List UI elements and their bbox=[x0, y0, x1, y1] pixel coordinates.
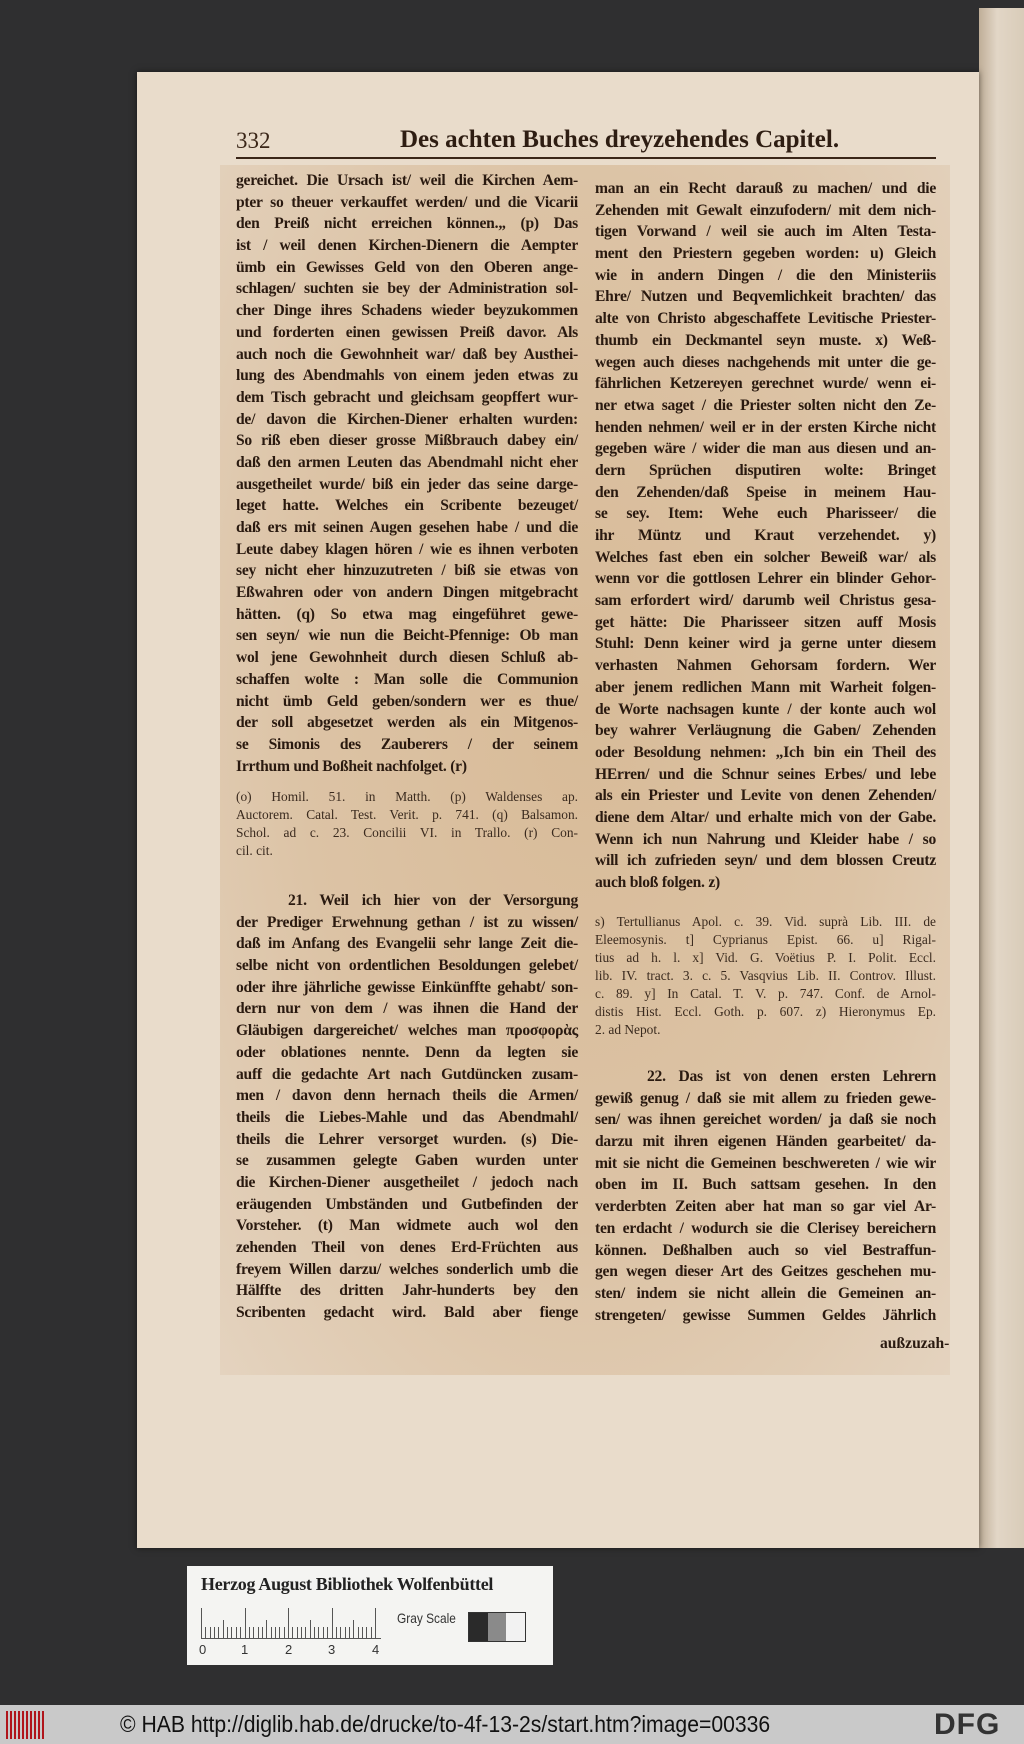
left-column-text bbox=[236, 170, 578, 777]
text-line: als ein Priester und Levite von denen Zehenden/ bbox=[595, 787, 936, 805]
text-line: oben im II. Buch sattsam gesehen. In den bbox=[595, 1176, 936, 1194]
ruler-tick bbox=[358, 1627, 359, 1638]
text-line: ümb ein Gewisses Geld von den Oberen ange- bbox=[236, 258, 578, 276]
library-name: Herzog August Bibliothek Wolfenbüttel bbox=[201, 1574, 494, 1594]
footnote-line: Eleemosynis. t] Cyprianus Epist. 66. u] Rigal- bbox=[595, 932, 936, 947]
text-line: der Prediger Erwehnung gethan / ist zu wissen/ bbox=[236, 913, 578, 931]
right-footnotes bbox=[595, 913, 936, 1039]
text-line: Stuhl: Denn keiner wird ja gerne unter diesem bbox=[595, 635, 936, 653]
ruler-tick bbox=[279, 1627, 280, 1638]
text-line: ihr Müntz und Kraut verzehendet. y) bbox=[595, 527, 936, 544]
text-line: Gläubigen dargereichet/ welches man προσφορὰς bbox=[236, 1022, 578, 1040]
text-line: verhasten Nahmen Gehorsam fordern. Wer bbox=[595, 657, 936, 675]
ruler-tick bbox=[327, 1627, 328, 1638]
text-line: aber jenem redlichen Mann mit Warheit folgen- bbox=[595, 678, 936, 696]
ruler-tick bbox=[349, 1627, 350, 1638]
left-footnotes bbox=[236, 788, 578, 860]
text-line: ner etwa saget / die Priester solten nicht den Ze- bbox=[595, 396, 936, 414]
ruler-tick bbox=[336, 1627, 337, 1638]
text-line: Leute dabey klagen hören / wie es ihnen verboten bbox=[236, 540, 578, 558]
text-line: dern nur von dem / was ihnen die Hand der bbox=[236, 1000, 578, 1018]
text-line: schlagen/ suchten sie bey der Administration sol- bbox=[236, 280, 578, 298]
text-line: den Zehenden/daß Speise in meinem Hau- bbox=[595, 483, 936, 501]
text-line: schaffen wolte : Man solle die Communion bbox=[236, 670, 578, 688]
ruler-tick bbox=[201, 1608, 202, 1638]
ruler-tick bbox=[305, 1627, 306, 1638]
text-line: können. Deßhalben auch so viel Bestraffun- bbox=[595, 1241, 936, 1259]
ruler-tick bbox=[231, 1627, 232, 1638]
text-line: wie in andern Dingen / die den Ministeriis bbox=[595, 266, 936, 284]
footnote-line: c. 89. y] In Catal. T. V. p. 747. Conf. de Arnol- bbox=[595, 986, 936, 1001]
text-line: theils die Lehrer versorget wurden. (s) Die- bbox=[236, 1130, 578, 1148]
ruler-tick bbox=[266, 1620, 267, 1638]
ruler-tick bbox=[205, 1627, 206, 1638]
text-line: oder ihre jährliche gewisse Einkünffte gehabt/ son- bbox=[236, 978, 578, 996]
text-line: Welches fast eben ein solcher Beweiß war/ als bbox=[595, 548, 936, 566]
text-line: henden nehmen/ weil er in der ersten Kirche nicht bbox=[595, 418, 936, 436]
gray-patch bbox=[506, 1613, 525, 1641]
ruler-tick bbox=[223, 1620, 224, 1638]
text-line: daß den armen Leuten das Abendmahl nicht eher bbox=[236, 453, 578, 471]
ruler-tick bbox=[262, 1627, 263, 1638]
text-line: man an ein Recht darauß zu machen/ und die bbox=[595, 180, 936, 197]
text-line: So riß eben dieser grosse Mißbrauch dabey ein/ bbox=[236, 432, 578, 450]
text-line: pter so theuer verkauffet werden/ und die Vicarii bbox=[236, 193, 578, 211]
ruler-tick bbox=[371, 1627, 372, 1638]
text-line: de Worte nachsagen kunte / der konte auch wol bbox=[595, 700, 936, 718]
ruler-tick bbox=[218, 1627, 219, 1638]
gray-scale-label: Gray Scale bbox=[397, 1610, 456, 1626]
text-line: leget hatte. Welches ein Scribente bezeuget/ bbox=[236, 497, 578, 515]
ruler-tick bbox=[292, 1627, 293, 1638]
text-line: hätten. (q) So etwa mag eingeführet gewe- bbox=[236, 605, 578, 623]
text-line: daß im Anfang des Evangelii sehr lange Zeit die- bbox=[236, 935, 578, 953]
text-line: bey wahrer Verläugnung die Gaben/ Zehenden bbox=[595, 722, 936, 740]
header-rule bbox=[236, 157, 936, 159]
text-line: se zusammen gelegte Gaben wurden unter bbox=[236, 1152, 578, 1170]
ruler-number: 2 bbox=[285, 1642, 293, 1657]
text-line: dern Sprüchen disputiren wolte: Bringet bbox=[595, 461, 936, 479]
text-line: verderbten Zeiten aber hat man so gar viel Ar- bbox=[595, 1198, 936, 1216]
ruler-tick bbox=[345, 1627, 346, 1638]
text-line: se Simonis des Zauberers / der seinem bbox=[236, 735, 578, 753]
text-line: Vorsteher. (t) Man widmete auch wol den bbox=[236, 1217, 578, 1235]
text-line: Ehre/ Nutzen und Beqvemlichkeit brachten/ das bbox=[595, 288, 936, 306]
text-line: freyem Willen darzu/ welches sonderlich umb die bbox=[236, 1260, 578, 1278]
ruler-tick bbox=[353, 1620, 354, 1638]
footnote-line: 2. ad Nepot. bbox=[595, 1022, 661, 1037]
text-line: und forderten einen gewissen Preiß davor. Als bbox=[236, 323, 578, 341]
ruler-tick bbox=[249, 1627, 250, 1638]
ruler-tick bbox=[301, 1627, 302, 1638]
text-line: cher Dinge ihres Schadens wieder beyzukommen bbox=[236, 302, 578, 320]
ruler-tick bbox=[210, 1627, 211, 1638]
paragraph-22 bbox=[595, 1066, 936, 1326]
footer-bar bbox=[0, 1705, 1024, 1744]
text-line: fährlichen Ketzereyen gerechnet wurde/ wenn ei- bbox=[595, 375, 936, 393]
text-line: Hälffte des dritten Jahr-hunderts bey den bbox=[236, 1282, 578, 1300]
ruler-tick bbox=[318, 1627, 319, 1638]
text-line: zehenden Theil von denes Erd-Früchten aus bbox=[236, 1239, 578, 1256]
catchword: außzuzah- bbox=[880, 1335, 950, 1352]
text-line: strengeten/ gewisse Summen Geldes Jährlich bbox=[595, 1306, 936, 1324]
text-line: gereichet. Die Ursach ist/ weil die Kirchen Aem- bbox=[236, 172, 578, 189]
text-line: auff die gedachte Art nach Gutdüncken zusam- bbox=[236, 1065, 578, 1083]
text-line: 21. Weil ich hier von der Versorgung bbox=[288, 892, 578, 909]
ruler-tick bbox=[297, 1627, 298, 1638]
footnote-line: (o) Homil. 51. in Matth. (p) Waldenses ap. bbox=[236, 789, 578, 804]
ruler-tick bbox=[258, 1627, 259, 1638]
footnote-line: tius ad h. l. x] Vid. G. Voëtius P. I. Polit. Eccl. bbox=[595, 950, 936, 965]
cm-ruler bbox=[201, 1608, 381, 1639]
ruler-tick bbox=[375, 1608, 376, 1638]
ruler-number: 3 bbox=[328, 1642, 336, 1657]
text-line: die Kirchen-Diener ausgetheilet / jedoch nach bbox=[236, 1173, 578, 1191]
text-line: ten erdacht / wodurch sie die Clerisey bereichern bbox=[595, 1219, 936, 1237]
gray-patch bbox=[469, 1613, 488, 1641]
ruler-tick bbox=[288, 1608, 289, 1638]
footnote-line: Auctorem. Catal. Test. Verit. p. 741. (q) Balsamon. bbox=[236, 807, 578, 822]
text-line: dem Tisch gebracht und gleichsam geopffert wur- bbox=[236, 388, 578, 406]
next-leaf-edge bbox=[979, 8, 1024, 1548]
text-line: de/ davon die Kirchen-Diener erhalten wurden: bbox=[236, 410, 578, 428]
ruler-tick bbox=[275, 1627, 276, 1638]
text-line: oder Besoldung nehmen: „Ich bin ein Theil des bbox=[595, 743, 936, 761]
hab-logo-icon bbox=[6, 1711, 44, 1739]
ruler-tick bbox=[362, 1627, 363, 1638]
text-line: auch noch die Gewohnheit war/ daß bey Austhei- bbox=[236, 345, 578, 363]
text-line: darzu mit ihren eigenen Händen gearbeitet/ da- bbox=[595, 1133, 936, 1151]
ruler-tick bbox=[314, 1627, 315, 1638]
ruler-number: 1 bbox=[241, 1642, 249, 1657]
text-line: ist / weil denen Kirchen-Dienern die Aempter bbox=[236, 237, 578, 255]
text-line: will ich zufrieden seyn/ und dem blossen Creutz bbox=[595, 852, 936, 870]
text-line: wenn vor die gottlosen Lehrer ein blinder Gehor- bbox=[595, 570, 936, 588]
text-line: ment den Priestern gegeben worden: u) Gleich bbox=[595, 245, 936, 263]
text-line: sey nicht eher hinzuzutreten / biß sie etwas von bbox=[236, 562, 578, 580]
ruler-tick bbox=[310, 1620, 311, 1638]
text-line: tigen Vorwand / weil sie auch im Alten Testa- bbox=[595, 223, 936, 241]
running-title: Des achten Buches dreyzehendes Capitel. bbox=[400, 126, 840, 153]
text-line: nicht ümb Geld geben/sondern wer es thue/ bbox=[236, 692, 578, 710]
text-line: Zehenden mit Gewalt einzufodern/ mit dem nich- bbox=[595, 201, 936, 219]
dfg-logo: DFG bbox=[934, 1708, 1001, 1741]
text-line: eräugenden Umbständen und Gutbefinden der bbox=[236, 1195, 578, 1213]
ruler-tick bbox=[271, 1627, 272, 1638]
text-line: mit sie nicht die Gemeinen beschwereten / wie wir bbox=[595, 1154, 936, 1172]
text-line: selbe nicht von ordentlichen Besoldungen gelebet/ bbox=[236, 957, 578, 975]
text-line: sen seyn/ wie nun die Beicht-Pfennige: Ob man bbox=[236, 627, 578, 645]
text-line: sten/ indem sie nicht allein die Gemeinen an- bbox=[595, 1284, 936, 1302]
ruler-tick bbox=[284, 1627, 285, 1638]
text-line: auch bloß folgen. z) bbox=[595, 874, 720, 891]
footnote-line: s) Tertullianus Apol. c. 39. Vid. suprà Lib. III. de bbox=[595, 914, 936, 929]
text-line: oder oblationes nennte. Denn da legten sie bbox=[236, 1043, 578, 1061]
footnote-line: distis Hist. Eccl. Goth. p. 607. z) Hieronymus Ep. bbox=[595, 1004, 936, 1019]
text-line: HErren/ und die Schnur seines Erbes/ und lebe bbox=[595, 765, 936, 783]
paragraph-21 bbox=[236, 890, 578, 1324]
text-line: gegeben wäre / wider die man aus diesen und an- bbox=[595, 440, 936, 458]
right-column-text bbox=[595, 178, 936, 894]
text-line: theils die Liebes-Mahle und das Abendmahl/ bbox=[236, 1108, 578, 1126]
text-line: gewiß genug / daß sie mit allem zu frieden gewe- bbox=[595, 1089, 936, 1107]
text-line: ausgetheilet wurde/ biß ein jeder das seine darge- bbox=[236, 475, 578, 493]
text-line: Irrthum und Boßheit nachfolget. (r) bbox=[236, 757, 467, 775]
text-line: gen wegen dieser Art des Geitzes geschehen mu- bbox=[595, 1263, 936, 1281]
ruler-tick bbox=[227, 1627, 228, 1638]
ruler-tick bbox=[236, 1627, 237, 1638]
library-label-card bbox=[187, 1566, 553, 1665]
footnote-line: Schol. ad c. 23. Concilii VI. in Trallo. (r) Con- bbox=[236, 825, 578, 840]
text-line: 22. Das ist von denen ersten Lehrern bbox=[647, 1068, 936, 1085]
ruler-tick bbox=[332, 1608, 333, 1638]
footnote-line: lib. IV. tract. 3. c. 5. Vasqvius Lib. II. Controv. Illust. bbox=[595, 968, 936, 983]
text-line: wol jene Gewohnheit durch diesen Schluß ab- bbox=[236, 649, 578, 667]
text-line: Scribenten gedacht wird. Bald aber fienge bbox=[236, 1304, 578, 1322]
text-line: Wenn ich nun Nahrung und Kleider habe / so bbox=[595, 830, 936, 848]
text-line: men / davon denn hernach theils die Armen/ bbox=[236, 1087, 578, 1105]
text-line: den Preiß nicht erreichen können.„ (p) Das bbox=[236, 215, 578, 233]
gray-scale-swatch bbox=[468, 1612, 526, 1642]
text-line: thumb ein Deckmantel seyn muste. x) Weß- bbox=[595, 331, 936, 349]
ruler-tick bbox=[340, 1627, 341, 1638]
text-line: se sey. Item: Wehe euch Pharisseer/ die bbox=[595, 505, 936, 523]
ruler-tick bbox=[253, 1627, 254, 1638]
footer-copyright-url[interactable]: © HAB http://diglib.hab.de/drucke/to-4f-13-2s/start.htm?image=00336 bbox=[120, 1711, 771, 1737]
gray-patch bbox=[488, 1613, 507, 1641]
ruler-number: 0 bbox=[199, 1642, 207, 1657]
text-line: diene dem Altar/ und erhalte mich von der Gabe. bbox=[595, 808, 936, 826]
text-line: lung des Abendmahls von einem jeden etwas zu bbox=[236, 367, 578, 385]
page-number: 332 bbox=[236, 128, 271, 153]
ruler-tick bbox=[214, 1627, 215, 1638]
text-line: get hätte: Die Pharisseer sitzen auff Mosis bbox=[595, 613, 936, 631]
text-line: daß ers mit seinen Augen gesehen habe / und die bbox=[236, 519, 578, 536]
ruler-tick bbox=[240, 1627, 241, 1638]
ruler-tick bbox=[245, 1608, 246, 1638]
text-line: wegen auch dieses nachgehends mit unter die ge- bbox=[595, 353, 936, 371]
footnote-line: cil. cit. bbox=[236, 843, 273, 858]
text-line: Eßwahren oder von andern Dingen mitgebracht bbox=[236, 584, 578, 602]
ruler-tick bbox=[323, 1627, 324, 1638]
ruler-tick bbox=[366, 1627, 367, 1638]
ruler-number: 4 bbox=[372, 1642, 380, 1657]
text-line: sam erfordert wird/ darumb weil Christus gesa- bbox=[595, 592, 936, 610]
text-line: sen/ was ihnen gereichet worden/ ja daß sie noch bbox=[595, 1111, 936, 1129]
text-line: alte von Christo abgeschaffete Levitische Priester- bbox=[595, 310, 936, 328]
text-line: der soll abgesetzet werden als ein Mitgenos- bbox=[236, 714, 578, 732]
